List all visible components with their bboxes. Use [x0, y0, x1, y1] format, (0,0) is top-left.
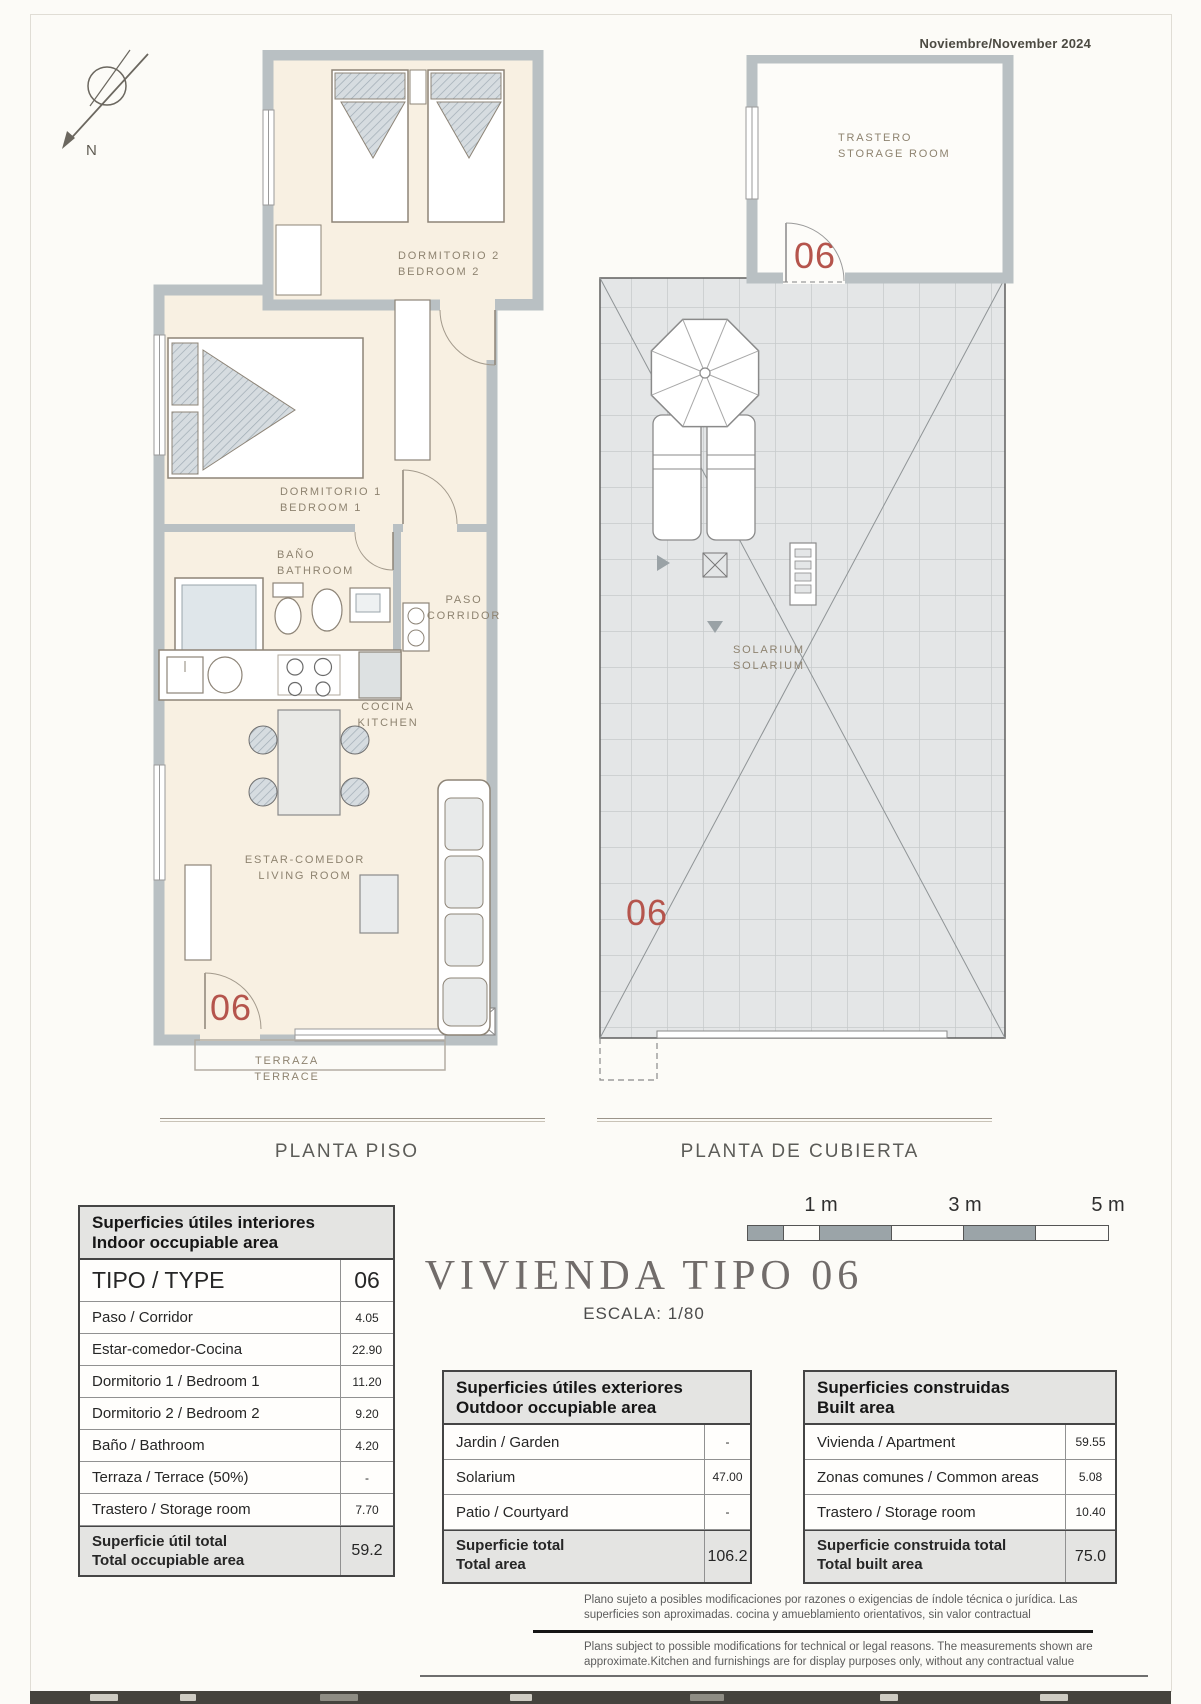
room-label-storage: TRASTERO STORAGE ROOM	[838, 132, 951, 160]
table-row: Paso / Corridor 4.05	[80, 1302, 393, 1334]
disclaimer-es: Plano sujeto a posibles modificaciones por razones o exigencias de índole técnica o jurídica. Las superficies son aproximadas. cocina y amueblamiento orientativos, sin valor contractual	[584, 1594, 1078, 1621]
table-row: Dormitorio 1 / Bedroom 1 11.20	[80, 1366, 393, 1398]
table-header: Superficies útiles exteriores Outdoor occupiable area	[444, 1372, 750, 1425]
caption-planta-cubierta: PLANTA DE CUBIERTA	[680, 1141, 920, 1162]
room-label-bedroom2: DORMITORIO 2 BEDROOM 2	[398, 250, 501, 278]
footer-strip	[30, 1691, 1171, 1704]
scale-label-1m: 1 m	[804, 1194, 838, 1216]
table-header: Superficies construidas Built area	[805, 1372, 1115, 1425]
table-row: Zonas comunes / Common areas 5.08	[805, 1460, 1115, 1495]
double-bed	[168, 338, 363, 478]
kitchen-counter	[159, 650, 401, 700]
coffee-table	[360, 875, 398, 933]
caption-rule-right	[597, 1118, 992, 1122]
table-row: Vivienda / Apartment 59.55	[805, 1425, 1115, 1460]
table-row: Trastero / Storage room 10.40	[805, 1495, 1115, 1530]
table-row: Jardin / Garden -	[444, 1425, 750, 1460]
date-label: Noviembre/November 2024	[919, 36, 1091, 51]
corridor-opening	[440, 280, 495, 360]
table-row-total: Superficie útil total Total occupiable area 59.2	[80, 1526, 393, 1575]
room-label-kitchen: COCINA KITCHEN	[357, 701, 419, 729]
wardrobe	[395, 300, 430, 460]
table-row: Terraza / Terrace (50%) -	[80, 1462, 393, 1494]
wall-step	[495, 299, 533, 310]
table-row: Estar-comedor-Cocina 22.90	[80, 1334, 393, 1366]
umbrella	[651, 319, 758, 426]
table-header: Superficies útiles interiores Indoor occupiable area	[80, 1207, 393, 1260]
scale-text: ESCALA: 1/80	[583, 1304, 705, 1323]
page-title: VIVIENDA TIPO 06	[424, 1253, 864, 1299]
room-label-living: ESTAR-COMEDOR LIVING ROOM	[244, 854, 366, 882]
caption-rule-left	[160, 1118, 545, 1122]
table-row-total: Superficie construida total Total built area 75.0	[805, 1530, 1115, 1582]
table-row: Trastero / Storage room 7.70	[80, 1494, 393, 1526]
table-row-type: TIPO / TYPE 06	[80, 1260, 393, 1302]
table-built-areas	[803, 1370, 1117, 1584]
room-label-corridor: PASO CORRIDOR	[426, 594, 502, 622]
disclaimer-en: Plans subject to possible modifications for technical or legal reasons. The measurements shown are approximate.Kitchen and furnishings are for display purposes only, without any contractual value	[584, 1641, 1093, 1668]
scale-bar	[747, 1225, 1109, 1241]
room-label-solarium: SOLARIUM SOLARIUM	[733, 644, 805, 672]
table-row: Baño / Bathroom 4.20	[80, 1430, 393, 1462]
compass-icon	[50, 48, 160, 158]
compass-north-label: N	[86, 142, 97, 159]
unit-number-storage: 06	[794, 235, 837, 276]
room-label-bathroom: BAÑO BATHROOM	[277, 549, 355, 577]
sofa	[438, 780, 490, 1035]
notes-divider	[533, 1630, 1093, 1633]
caption-planta-piso: PLANTA PISO	[274, 1141, 420, 1162]
table-exterior-areas	[442, 1370, 752, 1584]
table-row: Solarium 47.00	[444, 1460, 750, 1495]
room-label-bedroom1: DORMITORIO 1 BEDROOM 1	[280, 486, 383, 514]
washer-column	[403, 603, 429, 651]
unit-number-solarium: 06	[626, 892, 669, 933]
shelf	[185, 865, 211, 960]
notes-bottom-rule	[420, 1675, 1148, 1677]
unit-number-floor: 06	[210, 987, 253, 1028]
scale-label-5m: 5 m	[1091, 1194, 1125, 1216]
table-interior-areas	[78, 1205, 395, 1577]
table-row: Patio / Courtyard -	[444, 1495, 750, 1530]
table-row-total: Superficie total Total area 106.2	[444, 1530, 750, 1582]
scale-label-3m: 3 m	[948, 1194, 982, 1216]
storage-room	[752, 58, 1008, 278]
table-row: Dormitorio 2 / Bedroom 2 9.20	[80, 1398, 393, 1430]
room-label-terrace: TERRAZA TERRACE	[254, 1055, 320, 1083]
